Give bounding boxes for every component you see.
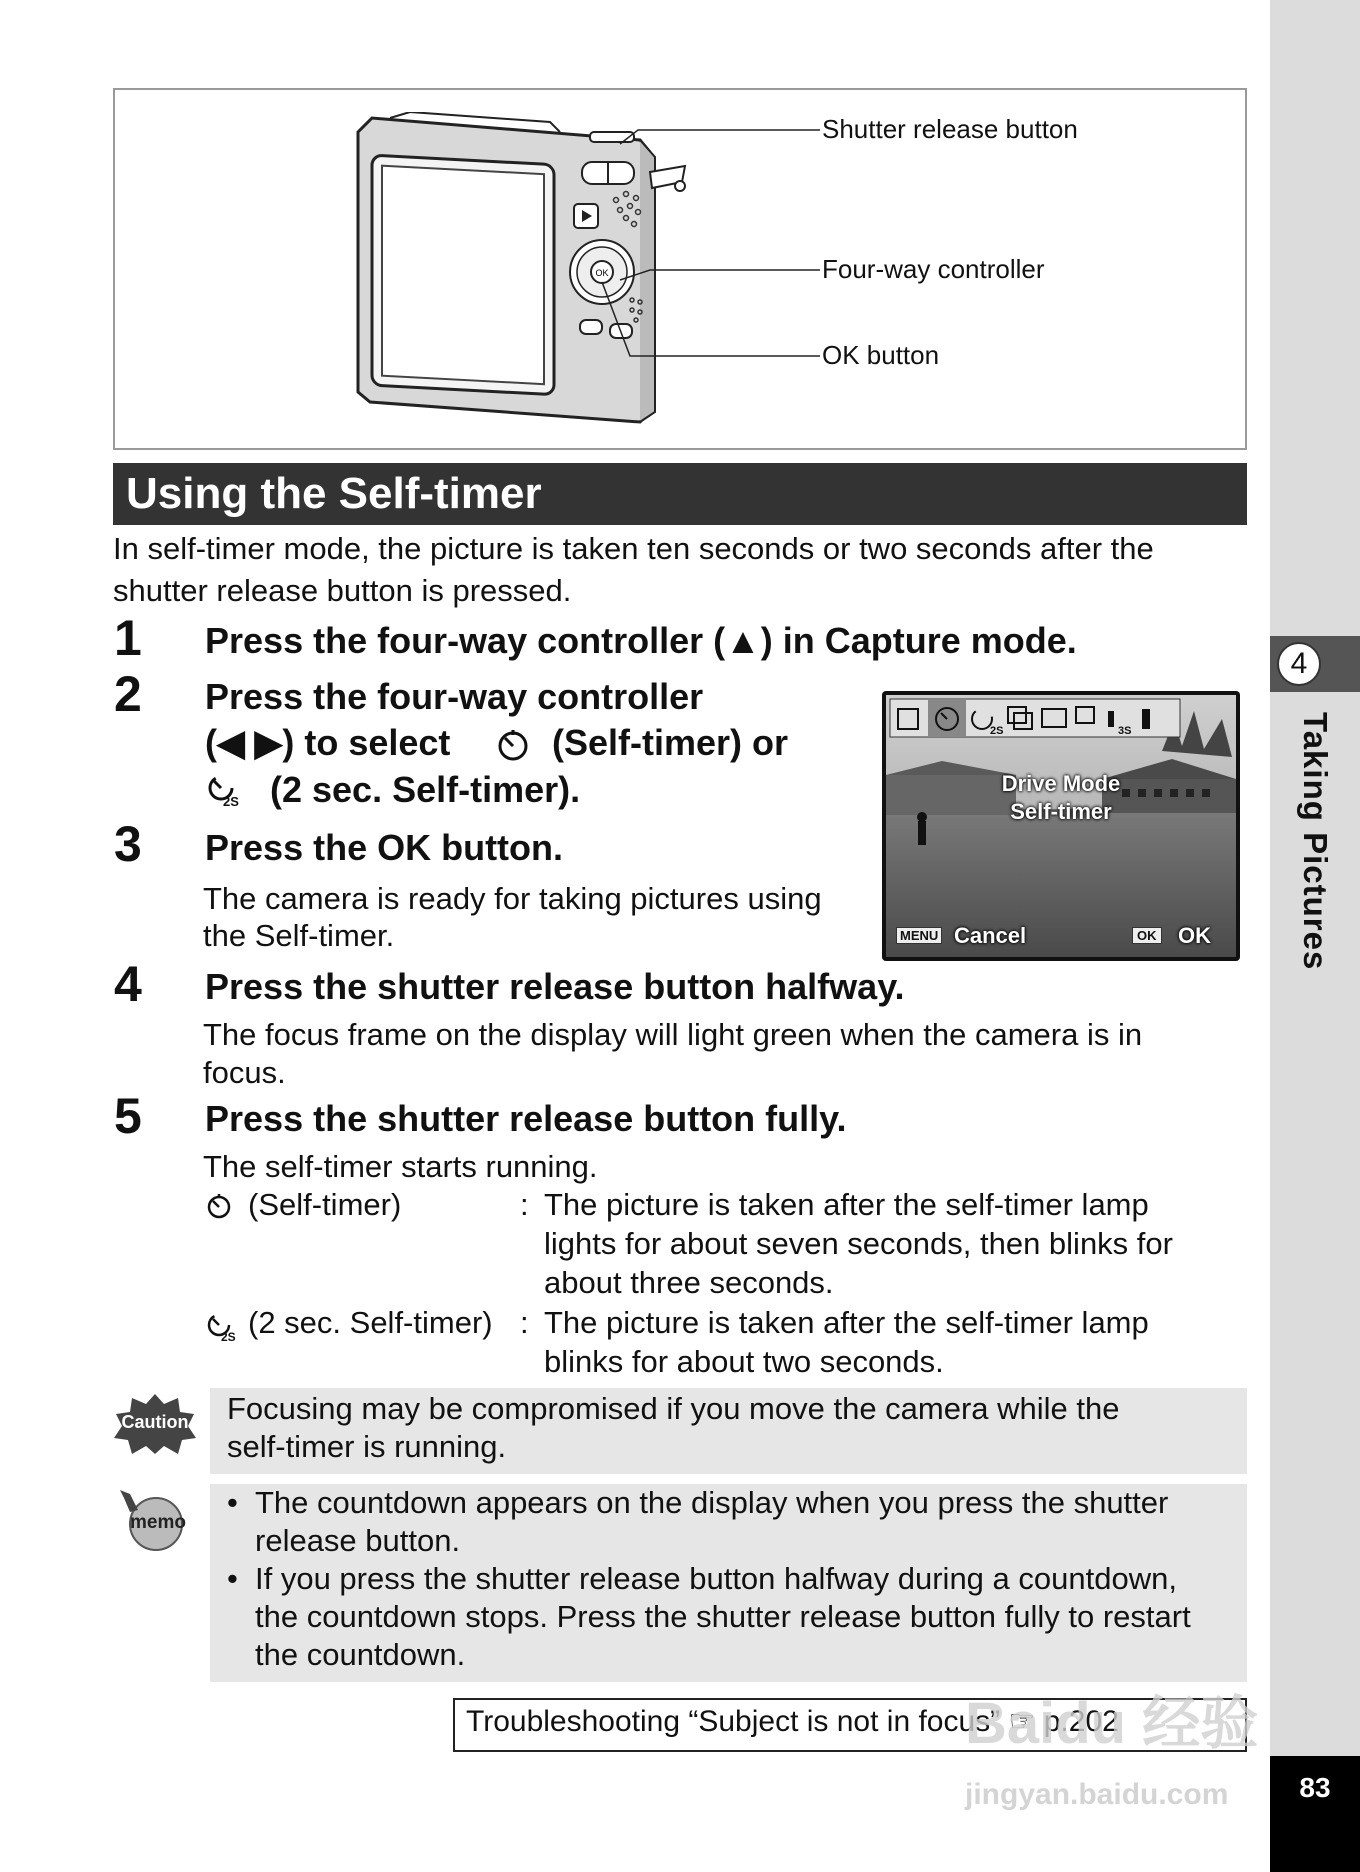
memo-bullet-2-line2: the countdown stops. Press the shutter release button fully to restart bbox=[255, 1599, 1191, 1634]
timer-row-2-line2: blinks for about two seconds. bbox=[544, 1344, 944, 1379]
timer-row-2-label: (2 sec. Self-timer) bbox=[248, 1305, 493, 1340]
timer-row-1-colon: : bbox=[520, 1187, 529, 1222]
lcd-screen bbox=[882, 691, 1240, 961]
caution-badge: Caution bbox=[112, 1392, 198, 1456]
callout-shutter-release: Shutter release button bbox=[822, 114, 1078, 144]
watermark-logo: Baidu 经验 bbox=[965, 1691, 1259, 1756]
two-sec-label: 2S bbox=[221, 1330, 236, 1344]
step-2-number: 2 bbox=[114, 666, 142, 722]
lcd-menu-key: MENU bbox=[896, 927, 942, 944]
step-2-title-line3: (Self-timer) or bbox=[552, 722, 789, 763]
two-sec-self-timer-icon bbox=[205, 1310, 245, 1350]
section-title: Using the Self-timer bbox=[126, 469, 542, 518]
step-3-title: Press the OK button. bbox=[205, 827, 564, 868]
memo-bullet-2-line3: the countdown. bbox=[255, 1637, 466, 1672]
chapter-number: 4 bbox=[1277, 642, 1321, 686]
self-timer-icon bbox=[495, 727, 531, 763]
step-1-number: 1 bbox=[114, 610, 142, 666]
step-4-title: Press the shutter release button halfway. bbox=[205, 966, 905, 1007]
timer-row-1-line1: The picture is taken after the self-timer lamp bbox=[544, 1187, 1149, 1222]
lcd-menu-title: Drive Mode bbox=[1001, 771, 1121, 796]
step-5-title: Press the shutter release button fully. bbox=[205, 1098, 847, 1139]
timer-row-1-line2: lights for about seven seconds, then blinks for bbox=[544, 1226, 1173, 1261]
intro-text: In self-timer mode, the picture is taken ten seconds or two seconds after the shutter release button is pressed. bbox=[113, 531, 1154, 608]
svg-text:OK: OK bbox=[595, 268, 609, 278]
callout-lines bbox=[600, 120, 830, 370]
timer-row-2-colon: : bbox=[520, 1305, 529, 1340]
lcd-menu-value: Self-timer bbox=[1010, 799, 1112, 824]
step-4-desc-line1: The focus frame on the display will light green when the camera is in bbox=[203, 1017, 1143, 1052]
timer-row-1-label: (Self-timer) bbox=[248, 1187, 402, 1222]
callout-four-way: Four-way controller bbox=[822, 254, 1045, 284]
page-number: 83 bbox=[1299, 1772, 1331, 1803]
caution-line2: self-timer is running. bbox=[227, 1429, 507, 1464]
step-1-title: Press the four-way controller (▲) in Capture mode. bbox=[205, 620, 1077, 661]
memo-bullet-1-line2: release button. bbox=[255, 1523, 461, 1558]
self-timer-icon bbox=[205, 1192, 233, 1220]
step-2-title-line1: Press the four-way controller bbox=[205, 676, 704, 717]
memo-bullet-1: • The countdown appears on the display when you press the shutter release button. bbox=[227, 1484, 1237, 1560]
step-2-title-line4: (2 sec. Self-timer). bbox=[270, 769, 581, 810]
memo-bullet-2-line1: If you press the shutter release button halfway during a countdown, bbox=[255, 1561, 1177, 1596]
reference-link[interactable]: Troubleshooting “Subject is not in focus” ☞ p.202 bbox=[466, 1705, 1119, 1738]
step-5-desc: The self-timer starts running. bbox=[203, 1149, 598, 1184]
timer-row-1-line3: about three seconds. bbox=[544, 1265, 834, 1300]
caution-line1: Focusing may be compromised if you move the camera while the bbox=[227, 1391, 1120, 1426]
lcd-cancel-label: Cancel bbox=[954, 923, 1027, 948]
step-3-number: 3 bbox=[114, 816, 142, 872]
two-sec-self-timer-icon bbox=[205, 772, 249, 816]
lcd-3s-label: 3S bbox=[1118, 725, 1132, 737]
step-4-number: 4 bbox=[114, 956, 142, 1012]
lcd-ok-label: OK bbox=[1178, 923, 1211, 948]
step-3-desc-line2: the Self-timer. bbox=[203, 918, 395, 953]
step-3-desc-line1: The camera is ready for taking pictures using bbox=[203, 881, 822, 916]
two-sec-label: 2S bbox=[223, 794, 239, 809]
memo-bullet-2: • If you press the shutter release button halfway during a countdown, the countdown stops. Press the shutter release button fully to restart the countdown. bbox=[227, 1560, 1237, 1674]
memo-badge: memo bbox=[116, 1488, 190, 1552]
timer-row-2-line1: The picture is taken after the self-timer lamp bbox=[544, 1305, 1149, 1340]
step-2-title-line2: (◀ ▶) to select bbox=[205, 722, 451, 763]
lcd-ok-key: OK bbox=[1132, 927, 1162, 944]
lcd-2s-label: 2S bbox=[990, 725, 1004, 737]
callout-ok-button: OK button bbox=[822, 340, 940, 370]
step-4-desc-line2: focus. bbox=[203, 1055, 286, 1090]
watermark-url: jingyan.baidu.com bbox=[965, 1778, 1229, 1811]
step-5-number: 5 bbox=[114, 1088, 142, 1144]
memo-bullet-1-line1: The countdown appears on the display when you press the shutter bbox=[255, 1485, 1169, 1520]
chapter-title: Taking Pictures bbox=[1297, 712, 1334, 971]
